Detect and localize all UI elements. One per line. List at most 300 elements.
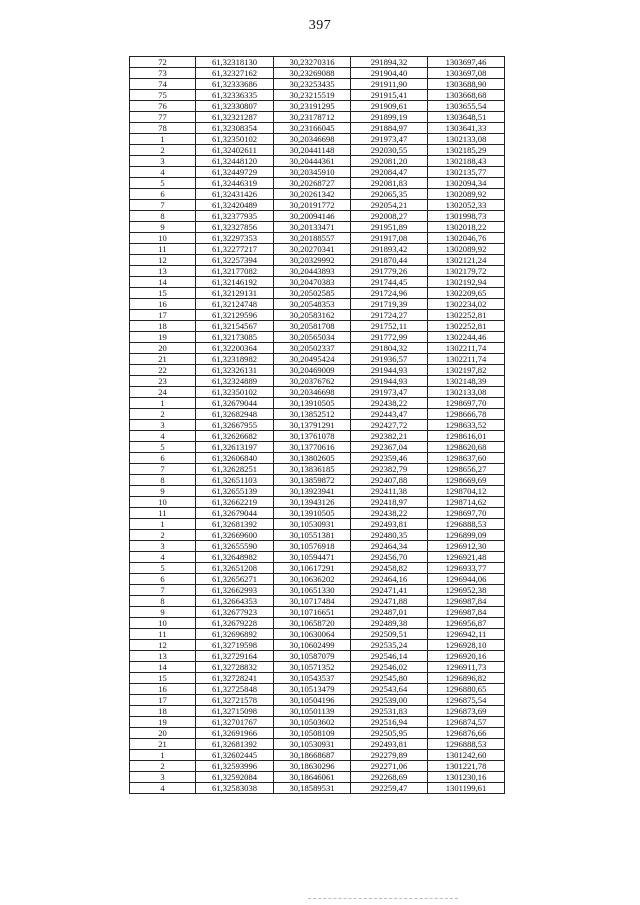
latitude-cell: 61,32200364: [196, 343, 274, 354]
point-number-cell: 2: [130, 409, 196, 420]
y-coordinate-cell: 1296912,30: [428, 541, 505, 552]
longitude-cell: 30,13910505: [274, 398, 351, 409]
y-coordinate-cell: 1298620,68: [428, 442, 505, 453]
latitude-cell: 61,32297353: [196, 233, 274, 244]
x-coordinate-cell: 292539,00: [351, 695, 428, 706]
latitude-cell: 61,32648982: [196, 552, 274, 563]
latitude-cell: 61,32662219: [196, 497, 274, 508]
longitude-cell: 30,20443893: [274, 266, 351, 277]
y-coordinate-cell: 1296888,53: [428, 519, 505, 530]
x-coordinate-cell: 291724,96: [351, 288, 428, 299]
point-number-cell: 18: [130, 706, 196, 717]
latitude-cell: 61,32318130: [196, 57, 274, 68]
latitude-cell: 61,32257394: [196, 255, 274, 266]
coordinates-table-body: [130, 57, 505, 794]
x-coordinate-cell: 291724,27: [351, 310, 428, 321]
x-coordinate-cell: 291804,32: [351, 343, 428, 354]
table-row: [130, 277, 505, 288]
x-coordinate-cell: 292546,14: [351, 651, 428, 662]
table-row: [130, 673, 505, 684]
x-coordinate-cell: 292464,34: [351, 541, 428, 552]
latitude-cell: 61,32728241: [196, 673, 274, 684]
point-number-cell: 14: [130, 662, 196, 673]
longitude-cell: 30,20346698: [274, 134, 351, 145]
y-coordinate-cell: 1302192,94: [428, 277, 505, 288]
point-number-cell: 4: [130, 783, 196, 794]
x-coordinate-cell: 292464,16: [351, 574, 428, 585]
y-coordinate-cell: 1296944,06: [428, 574, 505, 585]
y-coordinate-cell: 1302133,08: [428, 387, 505, 398]
y-coordinate-cell: 1302197,82: [428, 365, 505, 376]
point-number-cell: 7: [130, 585, 196, 596]
table-row: [130, 211, 505, 222]
latitude-cell: 61,32729164: [196, 651, 274, 662]
y-coordinate-cell: 1302244,46: [428, 332, 505, 343]
y-coordinate-cell: 1296956,87: [428, 618, 505, 629]
table-row: [130, 156, 505, 167]
x-coordinate-cell: 292505,95: [351, 728, 428, 739]
longitude-cell: 30,10617291: [274, 563, 351, 574]
y-coordinate-cell: 1301221,78: [428, 761, 505, 772]
point-number-cell: 4: [130, 431, 196, 442]
point-number-cell: 7: [130, 200, 196, 211]
y-coordinate-cell: 1296896,82: [428, 673, 505, 684]
x-coordinate-cell: 292279,89: [351, 750, 428, 761]
latitude-cell: 61,32308354: [196, 123, 274, 134]
longitude-cell: 30,10587079: [274, 651, 351, 662]
point-number-cell: 13: [130, 266, 196, 277]
latitude-cell: 61,32324889: [196, 376, 274, 387]
longitude-cell: 30,13802605: [274, 453, 351, 464]
point-number-cell: 11: [130, 508, 196, 519]
y-coordinate-cell: 1296899,09: [428, 530, 505, 541]
table-row: [130, 57, 505, 68]
point-number-cell: 78: [130, 123, 196, 134]
latitude-cell: 61,32613197: [196, 442, 274, 453]
x-coordinate-cell: 291719,39: [351, 299, 428, 310]
latitude-cell: 61,32719598: [196, 640, 274, 651]
table-row: [130, 706, 505, 717]
x-coordinate-cell: 292489,38: [351, 618, 428, 629]
y-coordinate-cell: 1302046,76: [428, 233, 505, 244]
y-coordinate-cell: 1296888,53: [428, 739, 505, 750]
latitude-cell: 61,32602445: [196, 750, 274, 761]
page-number: 397: [308, 18, 332, 33]
y-coordinate-cell: 1302133,08: [428, 134, 505, 145]
table-row: [130, 222, 505, 233]
longitude-cell: 30,13910505: [274, 508, 351, 519]
y-coordinate-cell: 1303648,51: [428, 112, 505, 123]
point-number-cell: 18: [130, 321, 196, 332]
x-coordinate-cell: 292382,79: [351, 464, 428, 475]
longitude-cell: 30,10508109: [274, 728, 351, 739]
y-coordinate-cell: 1303668,68: [428, 90, 505, 101]
longitude-cell: 30,23215519: [274, 90, 351, 101]
y-coordinate-cell: 1303655,54: [428, 101, 505, 112]
x-coordinate-cell: 291870,44: [351, 255, 428, 266]
table-row: [130, 255, 505, 266]
y-coordinate-cell: 1298697,70: [428, 398, 505, 409]
point-number-cell: 8: [130, 596, 196, 607]
y-coordinate-cell: 1298669,69: [428, 475, 505, 486]
x-coordinate-cell: 292456,70: [351, 552, 428, 563]
latitude-cell: 61,32593996: [196, 761, 274, 772]
table-row: [130, 453, 505, 464]
longitude-cell: 30,13770616: [274, 442, 351, 453]
latitude-cell: 61,32146192: [196, 277, 274, 288]
table-row: [130, 629, 505, 640]
y-coordinate-cell: 1296873,69: [428, 706, 505, 717]
y-coordinate-cell: 1302185,29: [428, 145, 505, 156]
y-coordinate-cell: 1296987,84: [428, 596, 505, 607]
latitude-cell: 61,32715098: [196, 706, 274, 717]
y-coordinate-cell: 1302252,81: [428, 310, 505, 321]
table-row: [130, 475, 505, 486]
latitude-cell: 61,32377935: [196, 211, 274, 222]
latitude-cell: 61,32691966: [196, 728, 274, 739]
y-coordinate-cell: 1296928,10: [428, 640, 505, 651]
latitude-cell: 61,32681392: [196, 739, 274, 750]
y-coordinate-cell: 1302209,65: [428, 288, 505, 299]
latitude-cell: 61,32154567: [196, 321, 274, 332]
table-row: [130, 420, 505, 431]
table-row: [130, 552, 505, 563]
latitude-cell: 61,32592084: [196, 772, 274, 783]
latitude-cell: 61,32681392: [196, 519, 274, 530]
y-coordinate-cell: 1296876,66: [428, 728, 505, 739]
longitude-cell: 30,18646061: [274, 772, 351, 783]
y-coordinate-cell: 1298704,12: [428, 486, 505, 497]
point-number-cell: 12: [130, 255, 196, 266]
table-row: [130, 244, 505, 255]
table-row: [130, 167, 505, 178]
longitude-cell: 30,18668687: [274, 750, 351, 761]
latitude-cell: 61,32350102: [196, 387, 274, 398]
longitude-cell: 30,20094146: [274, 211, 351, 222]
x-coordinate-cell: 292359,46: [351, 453, 428, 464]
y-coordinate-cell: 1303697,08: [428, 68, 505, 79]
latitude-cell: 61,32327162: [196, 68, 274, 79]
x-coordinate-cell: 291893,42: [351, 244, 428, 255]
table-row: [130, 684, 505, 695]
x-coordinate-cell: 292271,06: [351, 761, 428, 772]
y-coordinate-cell: 1298714,62: [428, 497, 505, 508]
x-coordinate-cell: 291911,90: [351, 79, 428, 90]
y-coordinate-cell: 1302211,74: [428, 354, 505, 365]
table-row: [130, 299, 505, 310]
y-coordinate-cell: 1301199,61: [428, 783, 505, 794]
y-coordinate-cell: 1296874,57: [428, 717, 505, 728]
longitude-cell: 30,10571352: [274, 662, 351, 673]
y-coordinate-cell: 1302018,22: [428, 222, 505, 233]
point-number-cell: 3: [130, 156, 196, 167]
latitude-cell: 61,32626682: [196, 431, 274, 442]
x-coordinate-cell: 291936,57: [351, 354, 428, 365]
latitude-cell: 61,32606840: [196, 453, 274, 464]
latitude-cell: 61,32662993: [196, 585, 274, 596]
point-number-cell: 8: [130, 475, 196, 486]
point-number-cell: 16: [130, 684, 196, 695]
y-coordinate-cell: 1301998,73: [428, 211, 505, 222]
longitude-cell: 30,20345910: [274, 167, 351, 178]
longitude-cell: 30,20581708: [274, 321, 351, 332]
x-coordinate-cell: 292545,80: [351, 673, 428, 684]
longitude-cell: 30,10576918: [274, 541, 351, 552]
x-coordinate-cell: 291904,40: [351, 68, 428, 79]
latitude-cell: 61,32651103: [196, 475, 274, 486]
latitude-cell: 61,32446319: [196, 178, 274, 189]
x-coordinate-cell: 292008,27: [351, 211, 428, 222]
latitude-cell: 61,32321287: [196, 112, 274, 123]
table-row: [130, 574, 505, 585]
table-row: [130, 618, 505, 629]
x-coordinate-cell: 292427,72: [351, 420, 428, 431]
x-coordinate-cell: 291779,26: [351, 266, 428, 277]
latitude-cell: 61,32277217: [196, 244, 274, 255]
x-coordinate-cell: 292438,22: [351, 398, 428, 409]
longitude-cell: 30,10716651: [274, 607, 351, 618]
x-coordinate-cell: 291894,32: [351, 57, 428, 68]
x-coordinate-cell: 291909,61: [351, 101, 428, 112]
table-row: [130, 728, 505, 739]
y-coordinate-cell: 1302135,77: [428, 167, 505, 178]
y-coordinate-cell: 1302148,39: [428, 376, 505, 387]
coordinates-table: [129, 56, 505, 794]
x-coordinate-cell: 292546,02: [351, 662, 428, 673]
x-coordinate-cell: 292535,24: [351, 640, 428, 651]
table-row: [130, 200, 505, 211]
x-coordinate-cell: 292268,69: [351, 772, 428, 783]
point-number-cell: 17: [130, 695, 196, 706]
point-number-cell: 4: [130, 552, 196, 563]
longitude-cell: 30,10543537: [274, 673, 351, 684]
x-coordinate-cell: 292054,21: [351, 200, 428, 211]
point-number-cell: 16: [130, 299, 196, 310]
point-number-cell: 9: [130, 607, 196, 618]
longitude-cell: 30,10504196: [274, 695, 351, 706]
latitude-cell: 61,32725848: [196, 684, 274, 695]
point-number-cell: 21: [130, 354, 196, 365]
y-coordinate-cell: 1296987,84: [428, 607, 505, 618]
longitude-cell: 30,20188557: [274, 233, 351, 244]
point-number-cell: 75: [130, 90, 196, 101]
latitude-cell: 61,32333686: [196, 79, 274, 90]
x-coordinate-cell: 292458,82: [351, 563, 428, 574]
longitude-cell: 30,23166045: [274, 123, 351, 134]
longitude-cell: 30,23269088: [274, 68, 351, 79]
latitude-cell: 61,32129131: [196, 288, 274, 299]
point-number-cell: 2: [130, 761, 196, 772]
longitude-cell: 30,20548353: [274, 299, 351, 310]
point-number-cell: 11: [130, 244, 196, 255]
point-number-cell: 4: [130, 167, 196, 178]
longitude-cell: 30,20191772: [274, 200, 351, 211]
y-coordinate-cell: 1302089,92: [428, 244, 505, 255]
x-coordinate-cell: 292259,47: [351, 783, 428, 794]
latitude-cell: 61,32667955: [196, 420, 274, 431]
table-row: [130, 101, 505, 112]
table-row: [130, 783, 505, 794]
x-coordinate-cell: 292493,81: [351, 519, 428, 530]
longitude-cell: 30,13791291: [274, 420, 351, 431]
x-coordinate-cell: 292438,22: [351, 508, 428, 519]
point-number-cell: 21: [130, 739, 196, 750]
table-row: [130, 145, 505, 156]
latitude-cell: 61,32420489: [196, 200, 274, 211]
point-number-cell: 72: [130, 57, 196, 68]
point-number-cell: 11: [130, 629, 196, 640]
latitude-cell: 61,32728832: [196, 662, 274, 673]
point-number-cell: 9: [130, 486, 196, 497]
table-row: [130, 233, 505, 244]
table-row: [130, 530, 505, 541]
y-coordinate-cell: 1296952,38: [428, 585, 505, 596]
x-coordinate-cell: 292367,04: [351, 442, 428, 453]
table-row: [130, 321, 505, 332]
latitude-cell: 61,32124748: [196, 299, 274, 310]
longitude-cell: 30,23253435: [274, 79, 351, 90]
longitude-cell: 30,10551381: [274, 530, 351, 541]
longitude-cell: 30,20376762: [274, 376, 351, 387]
point-number-cell: 77: [130, 112, 196, 123]
longitude-cell: 30,23178712: [274, 112, 351, 123]
point-number-cell: 1: [130, 519, 196, 530]
point-number-cell: 13: [130, 651, 196, 662]
table-row: [130, 563, 505, 574]
y-coordinate-cell: 1296880,65: [428, 684, 505, 695]
point-number-cell: 6: [130, 453, 196, 464]
latitude-cell: 61,32655139: [196, 486, 274, 497]
point-number-cell: 1: [130, 134, 196, 145]
y-coordinate-cell: 1298633,52: [428, 420, 505, 431]
longitude-cell: 30,20441148: [274, 145, 351, 156]
longitude-cell: 30,20268727: [274, 178, 351, 189]
x-coordinate-cell: 292084,47: [351, 167, 428, 178]
point-number-cell: 3: [130, 541, 196, 552]
longitude-cell: 30,20270341: [274, 244, 351, 255]
x-coordinate-cell: 292030,55: [351, 145, 428, 156]
x-coordinate-cell: 291917,08: [351, 233, 428, 244]
latitude-cell: 61,32721578: [196, 695, 274, 706]
point-number-cell: 5: [130, 563, 196, 574]
latitude-cell: 61,32336335: [196, 90, 274, 101]
longitude-cell: 30,10530931: [274, 739, 351, 750]
y-coordinate-cell: 1296920,16: [428, 651, 505, 662]
x-coordinate-cell: 291899,19: [351, 112, 428, 123]
table-row: [130, 585, 505, 596]
x-coordinate-cell: 291944,93: [351, 376, 428, 387]
point-number-cell: 15: [130, 288, 196, 299]
y-coordinate-cell: 1302052,33: [428, 200, 505, 211]
table-row: [130, 739, 505, 750]
x-coordinate-cell: 291744,45: [351, 277, 428, 288]
point-number-cell: 9: [130, 222, 196, 233]
table-row: [130, 761, 505, 772]
y-coordinate-cell: 1302089,92: [428, 189, 505, 200]
table-row: [130, 607, 505, 618]
x-coordinate-cell: 292407,88: [351, 475, 428, 486]
y-coordinate-cell: 1303697,46: [428, 57, 505, 68]
table-row: [130, 750, 505, 761]
latitude-cell: 61,32350102: [196, 134, 274, 145]
table-row: [130, 178, 505, 189]
latitude-cell: 61,32449729: [196, 167, 274, 178]
point-number-cell: 5: [130, 442, 196, 453]
point-number-cell: 1: [130, 398, 196, 409]
table-row: [130, 772, 505, 783]
latitude-cell: 61,32696892: [196, 629, 274, 640]
longitude-cell: 30,20565034: [274, 332, 351, 343]
y-coordinate-cell: 1298697,70: [428, 508, 505, 519]
longitude-cell: 30,13836185: [274, 464, 351, 475]
table-row: [130, 134, 505, 145]
longitude-cell: 30,13761078: [274, 431, 351, 442]
table-row: [130, 596, 505, 607]
y-coordinate-cell: 1302234,02: [428, 299, 505, 310]
table-row: [130, 662, 505, 673]
latitude-cell: 61,32330807: [196, 101, 274, 112]
table-row: [130, 387, 505, 398]
latitude-cell: 61,32402611: [196, 145, 274, 156]
longitude-cell: 30,10594471: [274, 552, 351, 563]
latitude-cell: 61,32177082: [196, 266, 274, 277]
table-row: [130, 343, 505, 354]
latitude-cell: 61,32656271: [196, 574, 274, 585]
table-row: [130, 79, 505, 90]
latitude-cell: 61,32679228: [196, 618, 274, 629]
longitude-cell: 30,20444361: [274, 156, 351, 167]
y-coordinate-cell: 1296933,77: [428, 563, 505, 574]
longitude-cell: 30,23270316: [274, 57, 351, 68]
longitude-cell: 30,10503602: [274, 717, 351, 728]
point-number-cell: 14: [130, 277, 196, 288]
x-coordinate-cell: 292480,35: [351, 530, 428, 541]
x-coordinate-cell: 291973,47: [351, 387, 428, 398]
longitude-cell: 30,20261342: [274, 189, 351, 200]
point-number-cell: 7: [130, 464, 196, 475]
x-coordinate-cell: 291752,11: [351, 321, 428, 332]
latitude-cell: 61,32664353: [196, 596, 274, 607]
point-number-cell: 15: [130, 673, 196, 684]
point-number-cell: 10: [130, 497, 196, 508]
x-coordinate-cell: 292471,88: [351, 596, 428, 607]
table-row: [130, 442, 505, 453]
point-number-cell: 1: [130, 750, 196, 761]
table-row: [130, 541, 505, 552]
y-coordinate-cell: 1303641,33: [428, 123, 505, 134]
longitude-cell: 30,10651330: [274, 585, 351, 596]
latitude-cell: 61,32679044: [196, 508, 274, 519]
y-coordinate-cell: 1298637,60: [428, 453, 505, 464]
point-number-cell: 19: [130, 332, 196, 343]
point-number-cell: 10: [130, 618, 196, 629]
y-coordinate-cell: 1298666,78: [428, 409, 505, 420]
longitude-cell: 30,10658720: [274, 618, 351, 629]
y-coordinate-cell: 1298656,27: [428, 464, 505, 475]
longitude-cell: 30,13943126: [274, 497, 351, 508]
longitude-cell: 30,20495424: [274, 354, 351, 365]
x-coordinate-cell: 291915,41: [351, 90, 428, 101]
y-coordinate-cell: 1302252,81: [428, 321, 505, 332]
x-coordinate-cell: 292471,41: [351, 585, 428, 596]
point-number-cell: 17: [130, 310, 196, 321]
table-row: [130, 365, 505, 376]
y-coordinate-cell: 1296875,54: [428, 695, 505, 706]
table-row: [130, 651, 505, 662]
x-coordinate-cell: 292509,51: [351, 629, 428, 640]
y-coordinate-cell: 1302211,74: [428, 343, 505, 354]
point-number-cell: 73: [130, 68, 196, 79]
